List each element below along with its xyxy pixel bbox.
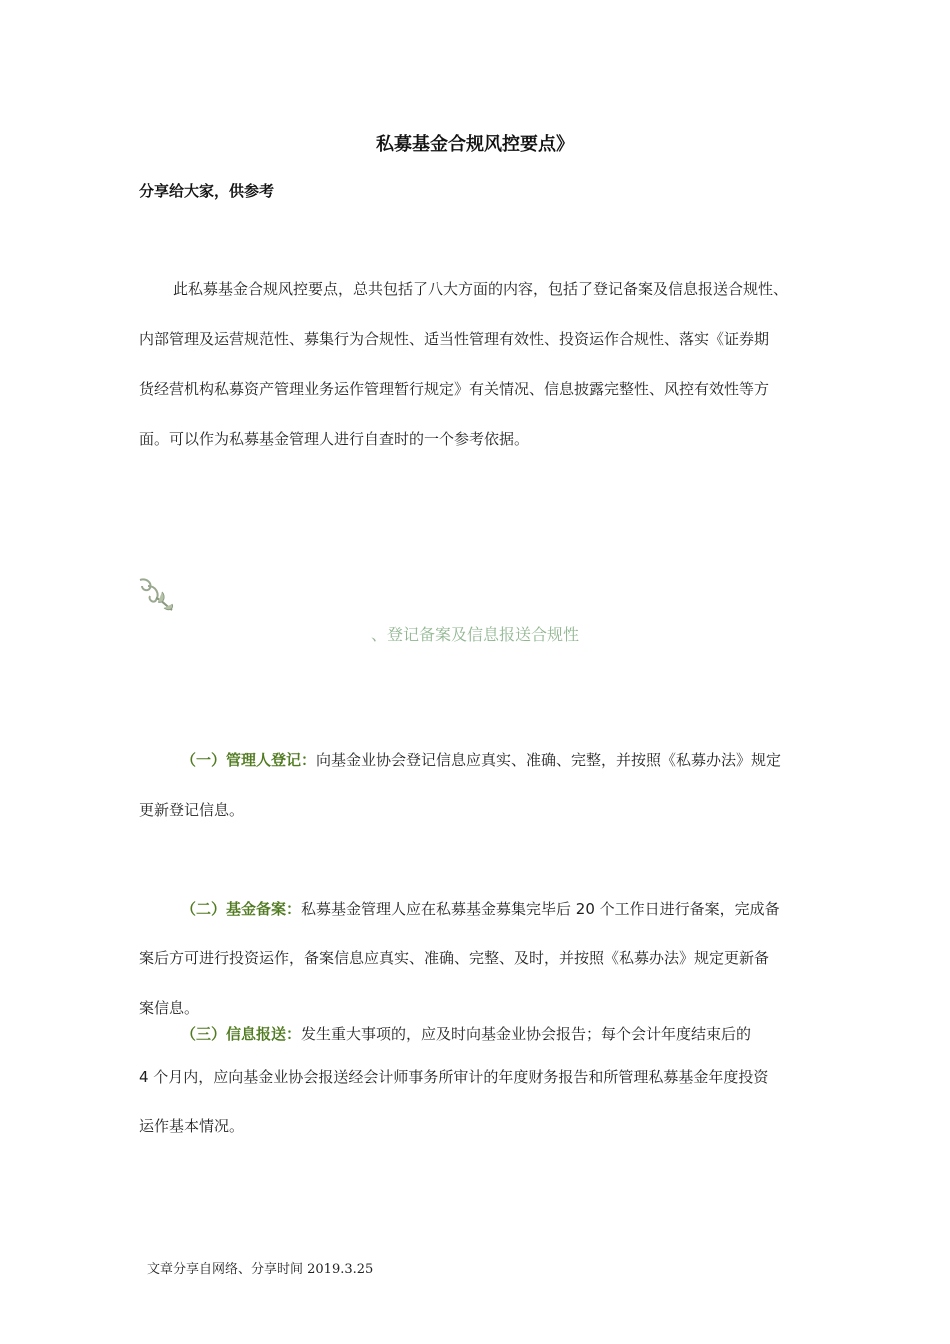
footer-note: 文章分享自网络、分享时间 2019.3.25 bbox=[147, 1262, 374, 1277]
section-heading: 、登记备案及信息报送合规性 bbox=[370, 625, 579, 644]
item-first-line bbox=[181, 1023, 751, 1044]
item-text: 发生重大事项的，应及时向基金业协会报告；每个会计年度结束后的 bbox=[301, 1025, 752, 1043]
item-label: （一）管理人登记： bbox=[181, 751, 317, 769]
item-label: （三）信息报送： bbox=[181, 1025, 302, 1043]
item-text: 私募基金管理人应在私募基金募集完毕后 20 个工作日进行备案，完成备 bbox=[301, 900, 780, 918]
item-first-line bbox=[181, 749, 781, 770]
intro-line: 面。可以作为私募基金管理人进行自查时的一个参考依据。 bbox=[139, 430, 530, 448]
leaf-sprig-icon bbox=[136, 574, 178, 616]
intro-line: 此私募基金合规风控要点，总共包括了八大方面的内容，包括了登记备案及信息报送合规性、 bbox=[173, 280, 789, 298]
intro-line: 内部管理及运营规范性、募集行为合规性、适当性管理有效性、投资运作合规性、落实《证券期 bbox=[139, 330, 770, 348]
item-continuation: 案后方可进行投资运作，备案信息应真实、准确、完整、及时，并按照《私募办法》规定更新备 bbox=[139, 949, 770, 967]
item-continuation: 案信息。 bbox=[139, 999, 200, 1017]
document-subtitle: 分享给大家，供参考 bbox=[139, 182, 275, 200]
document-title: 私募基金合规风控要点》 bbox=[376, 134, 574, 155]
item-continuation: 4 个月内，应向基金业协会报送经会计师事务所审计的年度财务报告和所管理私募基金年度投资 bbox=[139, 1068, 769, 1086]
item-continuation: 运作基本情况。 bbox=[139, 1117, 245, 1135]
item-text: 向基金业协会登记信息应真实、准确、完整，并按照《私募办法》规定 bbox=[316, 751, 782, 769]
item-continuation: 更新登记信息。 bbox=[139, 801, 245, 819]
item-label: （二）基金备案： bbox=[181, 900, 302, 918]
intro-line: 货经营机构私募资产管理业务运作管理暂行规定》有关情况、信息披露完整性、风控有效性等方 bbox=[139, 380, 770, 398]
item-first-line bbox=[181, 898, 780, 919]
